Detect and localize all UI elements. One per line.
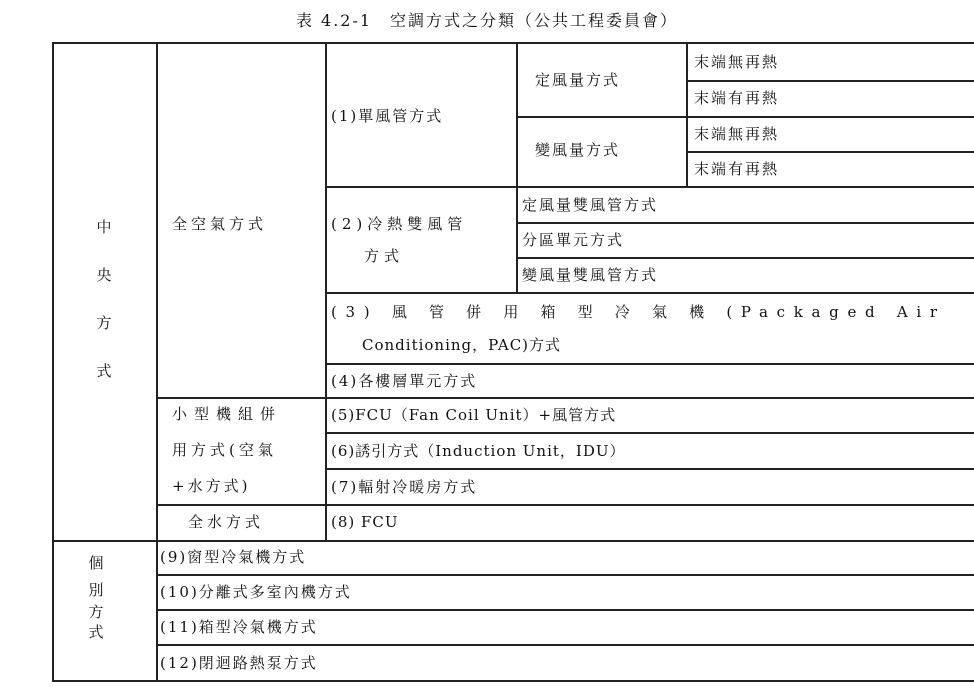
dual-duct-option: 變風量雙風管方式 [522,266,659,284]
single-duct-label: (1)單風管方式 [331,107,444,125]
central-label-char: 式 [96,362,112,380]
row-line [516,257,974,259]
individual-label-char: 式 [88,623,104,641]
all-air-label: 全空氣方式 [172,215,268,233]
row-line [156,574,974,576]
row-line [156,504,974,506]
table-caption: 表 4.2-1 空調方式之分類（公共工程委員會） [295,11,679,30]
individual-label [76,554,116,643]
small-unit-item: (5)FCU（Fan Coil Unit）+風管方式 [331,406,617,424]
cav-option: 末端有再熱 [694,89,780,107]
row-line [516,222,974,224]
individual-item: (10)分離式多室內機方式 [160,583,352,601]
small-unit-item: (7)輻射冷暖房方式 [331,478,478,496]
small-unit-item: (6)誘引方式（Induction Unit，IDU） [331,442,626,460]
row-line [686,151,974,153]
row-line [325,432,974,434]
dual-duct-label-line2: 方式 [364,247,405,265]
cav-option: 末端無再熱 [694,53,780,71]
row-line [325,363,974,365]
individual-item: (12)閉迴路熱泵方式 [160,654,318,672]
individual-label-char: 方 [88,603,104,621]
dual-duct-option: 定風量雙風管方式 [522,196,659,214]
small-units-label-line1: 小型機組併 [172,405,283,423]
table-border-top [52,42,974,44]
all-water-item: (8) FCU [331,513,399,531]
packaged-ac-line2: Conditioning，PAC)方式 [362,336,562,354]
row-line [156,644,974,646]
dual-duct-label-line1: (2)冷熱雙風管 [331,215,468,233]
table-border-bottom [52,680,974,682]
individual-item: (11)箱型冷氣機方式 [160,618,318,636]
table-border-left [52,42,54,682]
vav-option: 末端無再熱 [694,125,780,143]
central-label-char: 央 [96,266,112,284]
col4-divider [686,42,688,188]
individual-label-char: 個 [88,554,104,572]
floor-unit-item: (4)各樓層單元方式 [331,372,478,390]
central-label [84,216,124,408]
cav-label: 定風量方式 [535,71,621,89]
col3-divider-upper [516,42,518,188]
individual-label-char: 別 [88,581,104,599]
vav-label: 變風量方式 [535,141,621,159]
section-divider [52,540,974,542]
row-line [156,609,974,611]
individual-item: (9)窗型冷氣機方式 [160,548,307,566]
row-line [325,292,974,294]
small-units-label-line3: +水方式) [172,477,251,495]
col3-divider-lower [516,188,518,294]
central-label-char: 中 [96,218,112,236]
row-line [516,116,974,118]
packaged-ac-line1: (3) 風 管 併 用 箱 型 冷 氣 機 (Packaged Air [331,303,946,321]
col1-divider [156,42,158,682]
small-units-label-line2: 用方式(空氣 [172,441,277,459]
all-water-label: 全水方式 [188,513,265,531]
central-label-char: 方 [96,314,112,332]
row-line [686,80,974,82]
vav-option: 末端有再熱 [694,160,780,178]
row-line [156,397,974,399]
row-line [325,186,974,188]
dual-duct-option: 分區單元方式 [522,231,625,249]
row-line [325,468,974,470]
